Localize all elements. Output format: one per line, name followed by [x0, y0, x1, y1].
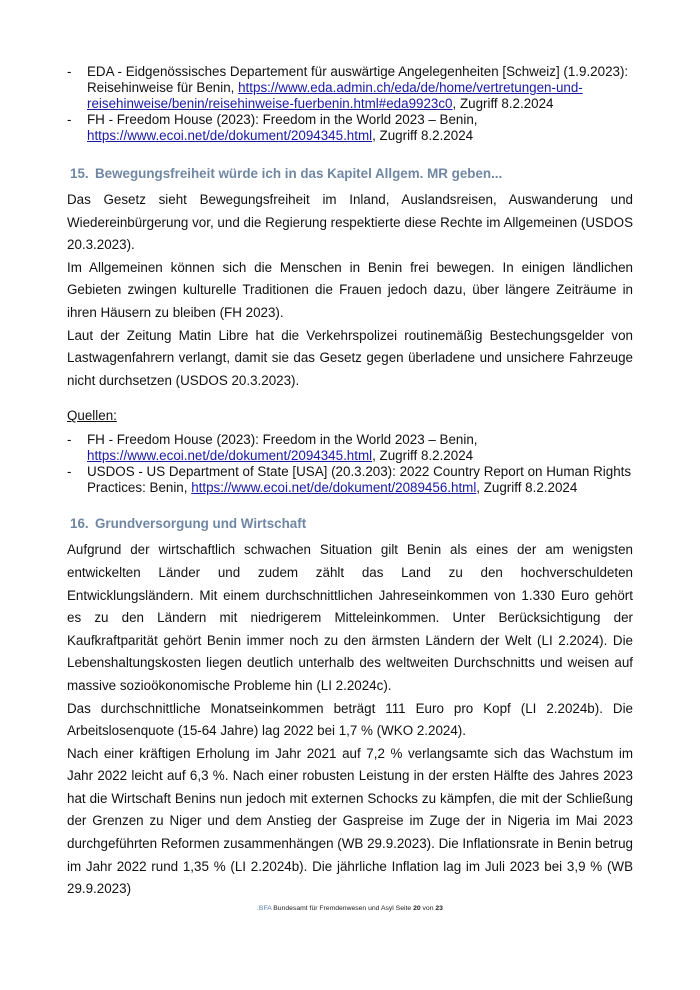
source-item: - FH - Freedom House (2023): Freedom in the World 2023 – Benin, https://www.ecoi.net/de/dokument/2094345.html, Zugriff 8.2.2024	[67, 432, 478, 464]
page-footer: .BFA Bundesamt für Fremdenwesen und Asyl Seite 20 von 23	[257, 905, 443, 912]
page-number: 20	[413, 905, 421, 912]
source-item: - EDA - Eidgenössisches Departement für auswärtige Angelegenheiten [Schweiz] (1.9.2023): Reisehinweise für Benin, https://www.eda.admin.ch/eda/de/home/vertretungen-und-reisehinweise/benin/reisehinweise-fuerbenin.html#eda9923c0, Zugriff 8.2.2024	[67, 64, 629, 111]
section-15-body	[67, 189, 633, 392]
source-link[interactable]: https://www.ecoi.net/de/dokument/2094345.html	[87, 128, 373, 143]
paragraph: Das Gesetz sieht Bewegungsfreiheit im Inland, Auslandsreisen, Auswanderung und Wiedereinbürgerung vor, und die Regierung respektierte diese Rechte im Allgemeinen (USDOS 20.3.2023).	[67, 192, 633, 253]
list-dash: -	[67, 112, 72, 127]
list-dash: -	[67, 432, 72, 448]
source-link[interactable]: https://www.eda.admin.ch/eda/de/home/vertretungen-und-reisehinweise/benin/reisehinweise-fuerbenin.html#eda9923c0	[87, 80, 583, 111]
sources-label: Quellen:	[67, 408, 117, 424]
document-page	[67, 64, 633, 901]
list-dash: -	[67, 64, 72, 79]
paragraph: Nach einer kräftigen Erholung im Jahr 2021 auf 7,2 % verlangsamte sich das Wachstum im Jahr 2022 leicht auf 6,3 %. Nach einer robusten Leistung in der ersten Hälfte des Jahres 2023 hat die Wirtschaft Benins nun jedoch mit externen Schocks zu kämpfen, die mit der Schließung der Grenzen zu Niger und dem Anstieg der Gaspreise im Zuge der in Nigeria im Mai 2023 durchgeführten Reformen zusammenhängen (WB 29.9.2023). Die Inflationsrate in Benin betrug im Jahr 2022 rund 1,35 % (LI 2.2024b). Die jährliche Inflation lag im Juli 2023 bei 3,9 % (WB 29.9.2023)	[67, 745, 633, 897]
bfa-logo: .BFA	[257, 905, 272, 912]
sources-list-top	[67, 64, 633, 144]
section-16-body	[67, 539, 633, 901]
source-link[interactable]: https://www.ecoi.net/de/dokument/2089456.html	[191, 480, 477, 496]
paragraph: Laut der Zeitung Matin Libre hat die Verkehrspolizei routinemäßig Bestechungsgelder von Lastwagenfahrern verlangt, damit sie das Gesetz gegen überladene und unsichere Fahrzeuge nicht durchsetzen (USDOS 20.3.2023).	[67, 327, 633, 388]
source-link[interactable]: https://www.ecoi.net/de/dokument/2094345.html	[87, 448, 373, 464]
paragraph: Aufgrund der wirtschaftlich schwachen Situation gilt Benin als eines der am wenigsten entwickelten Länder und zudem zählt das Land zu den hochverschuldeten Entwicklungsländern. Mit einem durchschnittlichen Jahreseinkommen von 1.330 Euro gehört es zu den Ländern mit niedrigerem Mitteleinkommen. Unter Berücksichtigung der Kaufkraftparität gehört Benin immer noch zu den ärmsten Ländern der Welt (LI 2.2024). Die Lebenshaltungskosten liegen deutlich unterhalb des weltweiten Durchschnitts und weisen auf massive sozioökonomische Probleme hin (LI 2.2024c).	[67, 542, 633, 693]
list-dash: -	[67, 464, 72, 480]
page-total: 23	[435, 905, 443, 912]
source-item: - USDOS - US Department of State [USA] (20.3.203): 2022 Country Report on Human Rights Practices: Benin, https://www.ecoi.net/de/dokument/2089456.html, Zugriff 8.2.2024	[67, 464, 632, 496]
source-item: - FH - Freedom House (2023): Freedom in the World 2023 – Benin, https://www.ecoi.net/de/dokument/2094345.html, Zugriff 8.2.2024	[67, 112, 478, 143]
section-16-heading: 16. Grundversorgung und Wirtschaft	[70, 516, 307, 532]
paragraph: Im Allgemeinen können sich die Menschen in Benin frei bewegen. In einigen ländlichen Gebieten zwingen kulturelle Traditionen die Frauen jedoch dazu, über längere Zeiträume in ihren Häusern zu bleiben (FH 2023).	[67, 259, 633, 320]
sources-list-15	[67, 432, 633, 496]
section-15-heading: 15. Bewegungsfreiheit würde ich in das Kapitel Allgem. MR geben...	[70, 166, 503, 181]
paragraph: Das durchschnittliche Monatseinkommen beträgt 111 Euro pro Kopf (LI 2.2024b). Die Arbeitslosenquote (15-64 Jahre) lag 2022 bei 1,7 % (WKO 2.2024).	[67, 700, 633, 739]
